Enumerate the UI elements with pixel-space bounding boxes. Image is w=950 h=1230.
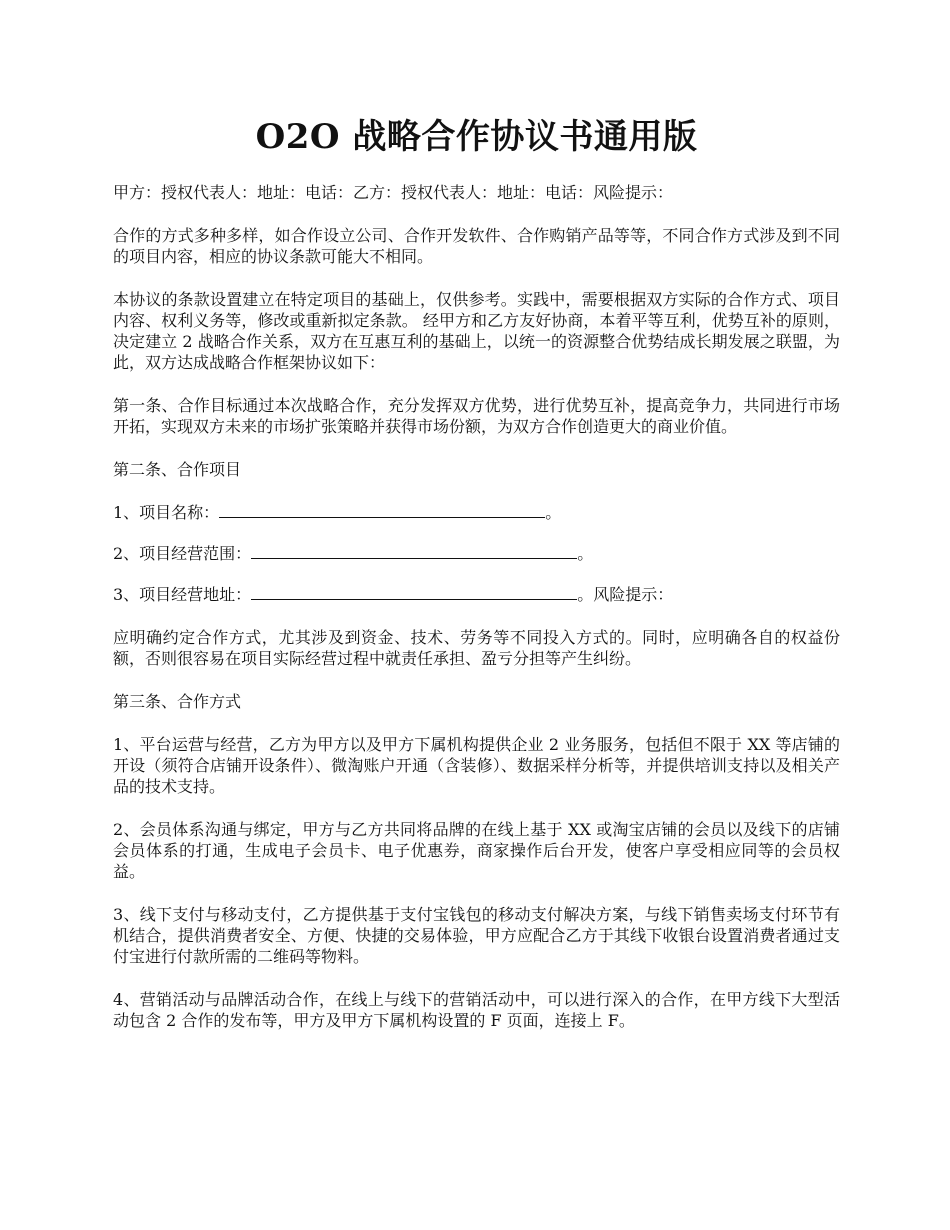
project-address-field — [113, 584, 840, 605]
risk-note-cooperation-methods: 合作的方式多种多样，如合作设立公司、合作开发软件、合作购销产品等等，不同合作方式涉及到不同的项目内容，相应的协议条款可能大不相同。 — [113, 226, 840, 266]
document-page — [113, 0, 840, 1031]
project-name-suffix: 。 — [545, 503, 562, 522]
article-1-cooperation-goal: 第一条、合作目标通过本次战略合作，充分发挥双方优势，进行优势互补，提高竞争力，共同进行市场开拓，实现双方未来的市场扩张策略并获得市场份额，为双方合作创造更大的商业价值。 — [113, 396, 840, 436]
document-title: O2O 战略合作协议书通用版 — [255, 117, 698, 157]
project-scope-blank-line[interactable] — [251, 543, 577, 559]
project-scope-suffix: 。 — [577, 544, 594, 563]
project-name-field — [113, 502, 840, 523]
parties-line: 甲方：授权代表人：地址：电话：乙方：授权代表人：地址：电话：风险提示： — [113, 183, 674, 202]
project-address-suffix: 。风险提示： — [577, 585, 674, 604]
clause-platform-operation: 1、平台运营与经营，乙方为甲方以及甲方下属机构提供企业 2 业务服务，包括但不限于 XX 等店铺的开设（须符合店铺开设条件）、微淘账户开通（含装修）、数据采样分析等，并提供培训支持以及相关产品的技术支持。 — [113, 735, 840, 796]
project-address-blank-line[interactable] — [251, 584, 577, 600]
article-3-heading: 第三条、合作方式 — [113, 692, 242, 711]
clause-membership-system: 2、会员体系沟通与绑定，甲方与乙方共同将品牌的在线上基于 XX 或淘宝店铺的会员以及线下的店铺会员体系的打通，生成电子会员卡、电子优惠券，商家操作后台开发，使客户享受相应同等的会员权益。 — [113, 820, 840, 881]
clause-mobile-payment: 3、线下支付与移动支付，乙方提供基于支付宝钱包的移动支付解决方案，与线下销售卖场支付环节有机结合，提供消费者安全、方便、快捷的交易体验，甲方应配合乙方于其线下收银台设置消费者通过支付宝进行付款所需的二维码等物料。 — [113, 905, 840, 966]
project-name-label: 1、项目名称： — [113, 503, 220, 522]
project-scope-label: 2、项目经营范围： — [113, 544, 252, 563]
project-address-label: 3、项目经营地址： — [113, 585, 252, 604]
risk-note-cooperation-terms: 应明确约定合作方式，尤其涉及到资金、技术、劳务等不同投入方式的。同时，应明确各自的权益份额，否则很容易在项目实际经营过程中就责任承担、盈亏分担等产生纠纷。 — [113, 628, 840, 668]
clause-marketing-activities: 4、营销活动与品牌活动合作，在线上与线下的营销活动中，可以进行深入的合作，在甲方线下大型活动包含 2 合作的发布等，甲方及甲方下属机构设置的 F 页面，连接上 F。 — [113, 990, 840, 1030]
article-2-heading: 第二条、合作项目 — [113, 460, 242, 479]
project-name-blank-line[interactable] — [219, 502, 545, 518]
preamble-paragraph: 本协议的条款设置建立在特定项目的基础上，仅供参考。实践中，需要根据双方实际的合作方式、项目内容、权利义务等，修改或重新拟定条款。 经甲方和乙方友好协商，本着平等互利，优势互补的原则，决定建立 2 战略合作关系，双方在互惠互利的基础上，以统一的资源整合优势结成长期发展之联盟，为此，双方达成战略合作框架协议如下： — [113, 290, 840, 372]
project-scope-field — [113, 543, 840, 564]
